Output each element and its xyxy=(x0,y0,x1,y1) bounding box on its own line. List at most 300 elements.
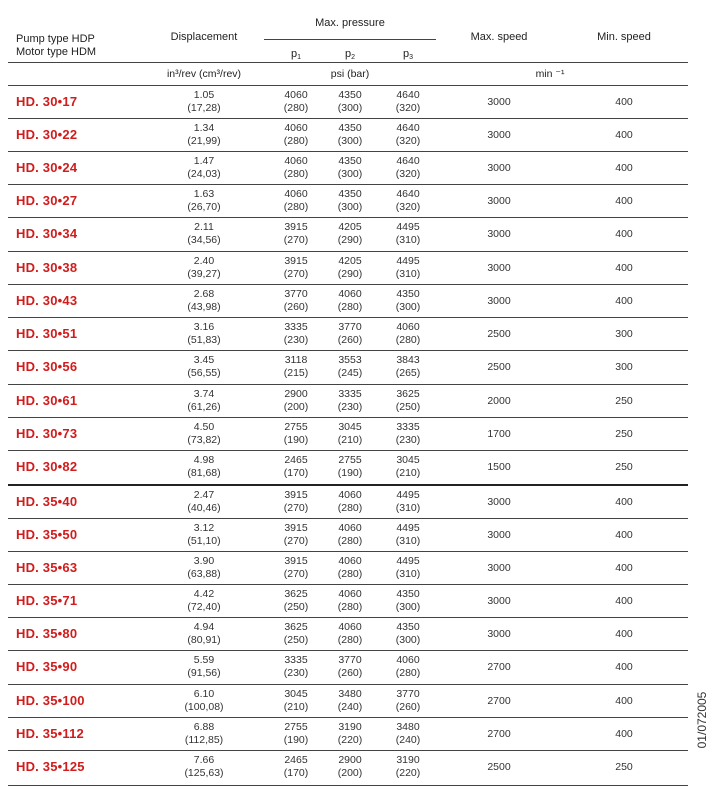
p3-cell xyxy=(388,155,428,181)
displacement-cell-secondary: (100,08) xyxy=(184,701,224,713)
model-name: HD. 30•27 xyxy=(16,193,78,208)
p3-cell-secondary: (260) xyxy=(395,701,421,713)
displacement-cell xyxy=(154,155,254,181)
model-name: HD. 30•82 xyxy=(16,459,78,474)
displacement-cell-primary: 4.42 xyxy=(193,588,215,600)
max-speed-header: Max. speed xyxy=(470,31,528,43)
min-speed-cell: 400 xyxy=(615,628,633,640)
displacement-cell-primary: 3.45 xyxy=(193,354,215,366)
p1-cell-primary: 4060 xyxy=(284,122,308,134)
model-name: HD. 30•61 xyxy=(16,393,78,408)
displacement-cell-secondary: (51,10) xyxy=(187,535,221,547)
displacement-cell xyxy=(154,255,254,281)
p2-cell-secondary: (190) xyxy=(337,467,363,479)
displacement-cell xyxy=(154,489,254,515)
p2-cell-secondary: (300) xyxy=(337,135,363,147)
p1-cell-secondary: (170) xyxy=(283,767,309,779)
p1-cell-secondary: (230) xyxy=(283,334,309,346)
p1-cell-secondary: (170) xyxy=(283,467,309,479)
p2-cell-secondary: (200) xyxy=(337,767,363,779)
max-speed-cell: 3000 xyxy=(487,562,511,574)
p1-cell-primary: 2465 xyxy=(284,754,308,766)
min-speed-cell: 400 xyxy=(615,262,633,274)
p1-cell-primary: 3915 xyxy=(284,555,308,567)
p2-cell-primary: 2900 xyxy=(338,754,362,766)
displacement-cell-primary: 3.74 xyxy=(193,388,215,400)
max-speed-cell: 1700 xyxy=(487,428,511,440)
max-speed-cell: 2500 xyxy=(487,328,511,340)
p3-cell-secondary: (265) xyxy=(395,367,421,379)
pump-type-label: Pump type HDP xyxy=(16,33,95,45)
p1-cell xyxy=(276,654,316,680)
p1-cell-secondary: (280) xyxy=(283,201,309,213)
p3-cell xyxy=(388,89,428,115)
min-speed-cell: 400 xyxy=(615,496,633,508)
p1-cell xyxy=(276,321,316,347)
p2-cell xyxy=(330,489,370,515)
displacement-cell xyxy=(154,688,254,714)
p2-cell-primary: 4060 xyxy=(338,489,362,501)
p1-cell xyxy=(276,155,316,181)
min-speed-cell: 400 xyxy=(615,162,633,174)
displacement-cell-secondary: (63,88) xyxy=(187,568,221,580)
table-row xyxy=(8,351,688,384)
p2-cell-primary: 4350 xyxy=(338,155,362,167)
p3-cell-secondary: (310) xyxy=(395,535,421,547)
displacement-cell xyxy=(154,354,254,380)
p2-cell xyxy=(330,522,370,548)
p3-cell xyxy=(388,221,428,247)
table-row xyxy=(8,318,688,351)
p2-cell-secondary: (245) xyxy=(337,367,363,379)
p3-cell xyxy=(388,555,428,581)
table-row xyxy=(8,385,688,418)
p3-cell-primary: 4495 xyxy=(396,255,420,267)
p2-cell-secondary: (280) xyxy=(337,601,363,613)
motor-type-label: Motor type HDM xyxy=(16,46,97,58)
table-row xyxy=(8,285,688,318)
p2-cell-primary: 3770 xyxy=(338,321,362,333)
model-name: HD. 35•50 xyxy=(16,527,78,542)
p2-cell-primary: 4060 xyxy=(338,288,362,300)
model-name: HD. 30•51 xyxy=(16,326,78,341)
p3-cell-primary: 4060 xyxy=(396,321,420,333)
displacement-cell-primary: 1.47 xyxy=(193,155,215,167)
max-speed-cell: 3000 xyxy=(487,529,511,541)
p1-cell-secondary: (270) xyxy=(283,234,309,246)
p3-cell-secondary: (310) xyxy=(395,568,421,580)
p3-cell xyxy=(388,288,428,314)
p1-cell xyxy=(276,721,316,747)
p1-cell xyxy=(276,288,316,314)
p1-cell xyxy=(276,122,316,148)
min-speed-cell: 300 xyxy=(615,361,633,373)
displacement-cell-primary: 1.05 xyxy=(193,89,215,101)
displacement-cell xyxy=(154,89,254,115)
displacement-cell-primary: 2.68 xyxy=(193,288,215,300)
p1-cell-secondary: (270) xyxy=(283,502,309,514)
p3-cell xyxy=(388,588,428,614)
p2-cell-secondary: (290) xyxy=(337,268,363,280)
p1-cell-secondary: (270) xyxy=(283,568,309,580)
displacement-cell-secondary: (26,70) xyxy=(187,201,221,213)
max-pressure-underline xyxy=(264,39,436,40)
p1-cell xyxy=(276,555,316,581)
min-speed-cell: 400 xyxy=(615,695,633,707)
p2-cell-primary: 4060 xyxy=(338,555,362,567)
displacement-cell xyxy=(154,421,254,447)
displacement-cell-primary: 4.98 xyxy=(193,454,215,466)
p1-cell-secondary: (190) xyxy=(283,434,309,446)
displacement-cell xyxy=(154,522,254,548)
p2-cell xyxy=(330,122,370,148)
p3-cell xyxy=(388,522,428,548)
displacement-cell-primary: 2.11 xyxy=(194,221,214,233)
model-name: HD. 35•63 xyxy=(16,560,78,575)
p1-cell-primary: 4060 xyxy=(284,188,308,200)
min-speed-cell: 400 xyxy=(615,529,633,541)
p1-cell xyxy=(276,489,316,515)
p3-cell-primary: 3190 xyxy=(396,754,420,766)
p3-cell xyxy=(388,388,428,414)
displacement-cell-primary: 3.90 xyxy=(193,555,215,567)
p3-cell-primary: 3843 xyxy=(396,354,420,366)
p2-cell-secondary: (240) xyxy=(337,701,363,713)
model-name: HD. 35•125 xyxy=(16,759,85,774)
displacement-cell-secondary: (80,91) xyxy=(187,634,221,646)
displacement-cell-primary: 6.88 xyxy=(193,721,215,733)
p3-cell-secondary: (300) xyxy=(395,634,421,646)
displacement-unit: in³/rev (cm³/rev) xyxy=(166,68,242,80)
p1-cell-primary: 4060 xyxy=(284,155,308,167)
p3-cell-primary: 3335 xyxy=(396,421,420,433)
min-speed-cell: 400 xyxy=(615,96,633,108)
p3-cell-primary: 4495 xyxy=(396,522,420,534)
displacement-cell-primary: 4.50 xyxy=(193,421,215,433)
p1-cell-primary: 3118 xyxy=(284,354,308,366)
p1-cell-secondary: (280) xyxy=(283,135,309,147)
p1-cell-secondary: (215) xyxy=(283,367,309,379)
model-name: HD. 35•90 xyxy=(16,659,78,674)
displacement-cell xyxy=(154,221,254,247)
displacement-header: Displacement xyxy=(170,31,238,43)
p3-cell-secondary: (300) xyxy=(395,601,421,613)
max-speed-cell: 2700 xyxy=(487,661,511,673)
displacement-cell xyxy=(154,654,254,680)
p2-cell-primary: 2755 xyxy=(338,454,362,466)
max-speed-cell: 3000 xyxy=(487,295,511,307)
p3-cell xyxy=(388,255,428,281)
max-speed-cell: 3000 xyxy=(487,96,511,108)
p2-cell-primary: 4060 xyxy=(338,621,362,633)
max-speed-cell: 2700 xyxy=(487,728,511,740)
p2-cell xyxy=(330,621,370,647)
p3-cell-primary: 4640 xyxy=(396,155,420,167)
p2-cell xyxy=(330,155,370,181)
header-divider xyxy=(8,62,688,63)
max-speed-cell: 3000 xyxy=(487,262,511,274)
p1-cell-secondary: (210) xyxy=(283,701,309,713)
model-name: HD. 30•38 xyxy=(16,260,78,275)
p1-cell xyxy=(276,255,316,281)
p2-cell-primary: 4205 xyxy=(338,221,362,233)
p3-cell-primary: 3045 xyxy=(396,454,420,466)
p1-cell xyxy=(276,454,316,480)
table-row xyxy=(8,418,688,451)
p1-cell-primary: 3045 xyxy=(284,688,308,700)
displacement-cell-secondary: (17,28) xyxy=(187,102,221,114)
max-speed-cell: 2000 xyxy=(487,395,511,407)
table-row xyxy=(8,218,688,251)
displacement-cell xyxy=(154,754,254,780)
min-speed-cell: 400 xyxy=(615,595,633,607)
max-speed-cell: 3000 xyxy=(487,595,511,607)
table-row xyxy=(8,552,688,585)
p3-cell-primary: 3770 xyxy=(396,688,420,700)
min-speed-cell: 250 xyxy=(615,428,633,440)
displacement-cell-secondary: (40,46) xyxy=(187,502,221,514)
table-row xyxy=(8,86,688,119)
displacement-cell xyxy=(154,288,254,314)
model-name: HD. 35•112 xyxy=(16,726,84,741)
p2-cell xyxy=(330,388,370,414)
model-name: HD. 30•34 xyxy=(16,226,78,241)
p1-cell-primary: 3625 xyxy=(284,588,308,600)
p1-cell xyxy=(276,354,316,380)
p1-cell xyxy=(276,188,316,214)
min-speed-cell: 400 xyxy=(615,129,633,141)
p3-cell-secondary: (310) xyxy=(395,268,421,280)
displacement-cell xyxy=(154,454,254,480)
displacement-cell-secondary: (73,82) xyxy=(187,434,221,446)
p1-cell xyxy=(276,388,316,414)
model-name: HD. 30•24 xyxy=(16,160,78,175)
p1-cell-primary: 3625 xyxy=(284,621,308,633)
displacement-cell-primary: 1.34 xyxy=(193,122,215,134)
p1-cell-secondary: (250) xyxy=(283,601,309,613)
displacement-cell-primary: 3.16 xyxy=(193,321,215,333)
min-speed-cell: 400 xyxy=(615,728,633,740)
p2-cell xyxy=(330,188,370,214)
p3-cell-secondary: (300) xyxy=(395,301,421,313)
p3-cell xyxy=(388,489,428,515)
displacement-cell xyxy=(154,388,254,414)
table-row xyxy=(8,751,688,784)
p3-cell-primary: 4640 xyxy=(396,122,420,134)
p2-cell xyxy=(330,288,370,314)
p2-cell xyxy=(330,421,370,447)
table-row xyxy=(8,651,688,684)
min-speed-cell: 400 xyxy=(615,562,633,574)
p1-cell-primary: 2755 xyxy=(284,421,308,433)
displacement-cell-secondary: (39,27) xyxy=(187,268,221,280)
max-speed-cell: 3000 xyxy=(487,496,511,508)
p1-cell xyxy=(276,89,316,115)
displacement-cell-primary: 3.12 xyxy=(193,522,215,534)
displacement-cell xyxy=(154,588,254,614)
max-speed-cell: 3000 xyxy=(487,162,511,174)
table-row xyxy=(8,152,688,185)
displacement-cell-primary: 2.47 xyxy=(193,489,215,501)
p2-cell xyxy=(330,321,370,347)
table-row xyxy=(8,451,688,484)
p2-cell xyxy=(330,754,370,780)
p1-cell-primary: 3915 xyxy=(284,489,308,501)
p2-cell-primary: 3553 xyxy=(338,354,362,366)
p2-cell-primary: 3335 xyxy=(338,388,362,400)
model-name: HD. 30•56 xyxy=(16,359,78,374)
p3-cell-primary: 4640 xyxy=(396,89,420,101)
p2-cell-secondary: (260) xyxy=(337,334,363,346)
table-row xyxy=(8,585,688,618)
displacement-cell xyxy=(154,122,254,148)
p3-cell-secondary: (320) xyxy=(395,135,421,147)
p3-cell-secondary: (240) xyxy=(395,734,421,746)
max-speed-cell: 3000 xyxy=(487,129,511,141)
table-row xyxy=(8,185,688,218)
p1-cell-primary: 2755 xyxy=(284,721,308,733)
p1-cell-secondary: (280) xyxy=(283,102,309,114)
p2-cell-secondary: (220) xyxy=(337,734,363,746)
p3-cell-secondary: (250) xyxy=(395,401,421,413)
p1-cell xyxy=(276,688,316,714)
model-name: HD. 30•17 xyxy=(16,94,78,109)
p1-cell-primary: 3770 xyxy=(284,288,308,300)
p2-cell xyxy=(330,588,370,614)
model-name: HD. 30•22 xyxy=(16,127,78,142)
p2-cell-primary: 3770 xyxy=(338,654,362,666)
displacement-cell xyxy=(154,721,254,747)
min-speed-cell: 400 xyxy=(615,661,633,673)
p2-cell-primary: 4060 xyxy=(338,522,362,534)
p2-cell-primary: 3190 xyxy=(338,721,362,733)
displacement-cell xyxy=(154,188,254,214)
p3-cell-primary: 4350 xyxy=(396,621,420,633)
displacement-cell xyxy=(154,621,254,647)
p2-cell-primary: 4350 xyxy=(338,89,362,101)
p2-cell-secondary: (280) xyxy=(337,634,363,646)
p3-cell xyxy=(388,321,428,347)
p1-cell-secondary: (280) xyxy=(283,168,309,180)
p1-cell-secondary: (270) xyxy=(283,535,309,547)
min-speed-cell: 400 xyxy=(615,228,633,240)
p1-cell-primary: 3915 xyxy=(284,221,308,233)
min-speed-header: Min. speed xyxy=(597,31,651,43)
p2-cell xyxy=(330,221,370,247)
p3-cell-primary: 3625 xyxy=(396,388,420,400)
p1-cell xyxy=(276,421,316,447)
p1-cell-primary: 3915 xyxy=(284,522,308,534)
displacement-cell-primary: 2.40 xyxy=(193,255,215,267)
table-row xyxy=(8,618,688,651)
table-row xyxy=(8,519,688,552)
model-name: HD. 35•80 xyxy=(16,626,78,641)
min-speed-cell: 250 xyxy=(615,395,633,407)
p3-cell-primary: 4495 xyxy=(396,221,420,233)
displacement-cell-secondary: (81,68) xyxy=(187,467,221,479)
min-speed-cell: 300 xyxy=(615,328,633,340)
p1-cell-secondary: (270) xyxy=(283,268,309,280)
displacement-cell-secondary: (43,98) xyxy=(187,301,221,313)
p2-cell-primary: 4060 xyxy=(338,588,362,600)
p3-cell-secondary: (320) xyxy=(395,102,421,114)
p3-cell-secondary: (310) xyxy=(395,234,421,246)
displacement-cell-secondary: (112,85) xyxy=(184,734,224,746)
p3-cell-primary: 4495 xyxy=(396,489,420,501)
p3-cell-secondary: (210) xyxy=(395,467,421,479)
p3-cell xyxy=(388,122,428,148)
p2-cell xyxy=(330,255,370,281)
p3-cell-primary: 4640 xyxy=(396,188,420,200)
p2-cell xyxy=(330,89,370,115)
p1-cell-secondary: (190) xyxy=(283,734,309,746)
max-speed-cell: 1500 xyxy=(487,461,511,473)
table-row xyxy=(8,718,688,751)
p3-cell-secondary: (230) xyxy=(395,434,421,446)
p2-cell-secondary: (280) xyxy=(337,301,363,313)
p3-cell xyxy=(388,188,428,214)
p2-cell-primary: 3045 xyxy=(338,421,362,433)
p2-header: $p_2$ xyxy=(344,48,356,61)
pressure-unit: psi (bar) xyxy=(330,68,370,80)
min-speed-cell: 250 xyxy=(615,461,633,473)
p1-header: $p_1$ xyxy=(290,48,302,61)
displacement-cell-primary: 7.66 xyxy=(193,754,215,766)
p2-cell xyxy=(330,688,370,714)
model-name: HD. 35•40 xyxy=(16,494,78,509)
model-name: HD. 35•71 xyxy=(16,593,78,608)
displacement-cell-primary: 5.59 xyxy=(193,654,215,666)
date-code: 01/072005 xyxy=(695,691,709,749)
p3-cell-secondary: (320) xyxy=(395,168,421,180)
p1-cell xyxy=(276,221,316,247)
p2-cell-secondary: (210) xyxy=(337,434,363,446)
p1-cell xyxy=(276,522,316,548)
p3-cell-primary: 4350 xyxy=(396,588,420,600)
p1-cell xyxy=(276,588,316,614)
p3-cell xyxy=(388,354,428,380)
p2-cell-primary: 4350 xyxy=(338,122,362,134)
p1-cell xyxy=(276,621,316,647)
p2-cell-primary: 4205 xyxy=(338,255,362,267)
p2-cell-secondary: (280) xyxy=(337,568,363,580)
max-speed-cell: 3000 xyxy=(487,195,511,207)
max-speed-cell: 2500 xyxy=(487,361,511,373)
min-speed-cell: 400 xyxy=(615,295,633,307)
p3-cell-secondary: (280) xyxy=(395,334,421,346)
min-speed-cell: 400 xyxy=(615,195,633,207)
p2-cell-secondary: (300) xyxy=(337,102,363,114)
displacement-cell-secondary: (56,55) xyxy=(187,367,221,379)
table-row xyxy=(8,486,688,519)
p3-header: $p_3$ xyxy=(402,48,414,61)
max-speed-cell: 3000 xyxy=(487,228,511,240)
p2-cell-secondary: (230) xyxy=(337,401,363,413)
displacement-cell xyxy=(154,321,254,347)
p2-cell-secondary: (300) xyxy=(337,201,363,213)
p2-cell-secondary: (260) xyxy=(337,667,363,679)
table-row xyxy=(8,685,688,718)
p3-cell xyxy=(388,721,428,747)
displacement-cell-secondary: (21,99) xyxy=(187,135,221,147)
model-name: HD. 30•43 xyxy=(16,293,78,308)
p3-cell-secondary: (310) xyxy=(395,502,421,514)
max-speed-cell: 3000 xyxy=(487,628,511,640)
table-row xyxy=(8,252,688,285)
row-divider xyxy=(8,785,688,786)
displacement-cell xyxy=(154,555,254,581)
p2-cell xyxy=(330,721,370,747)
